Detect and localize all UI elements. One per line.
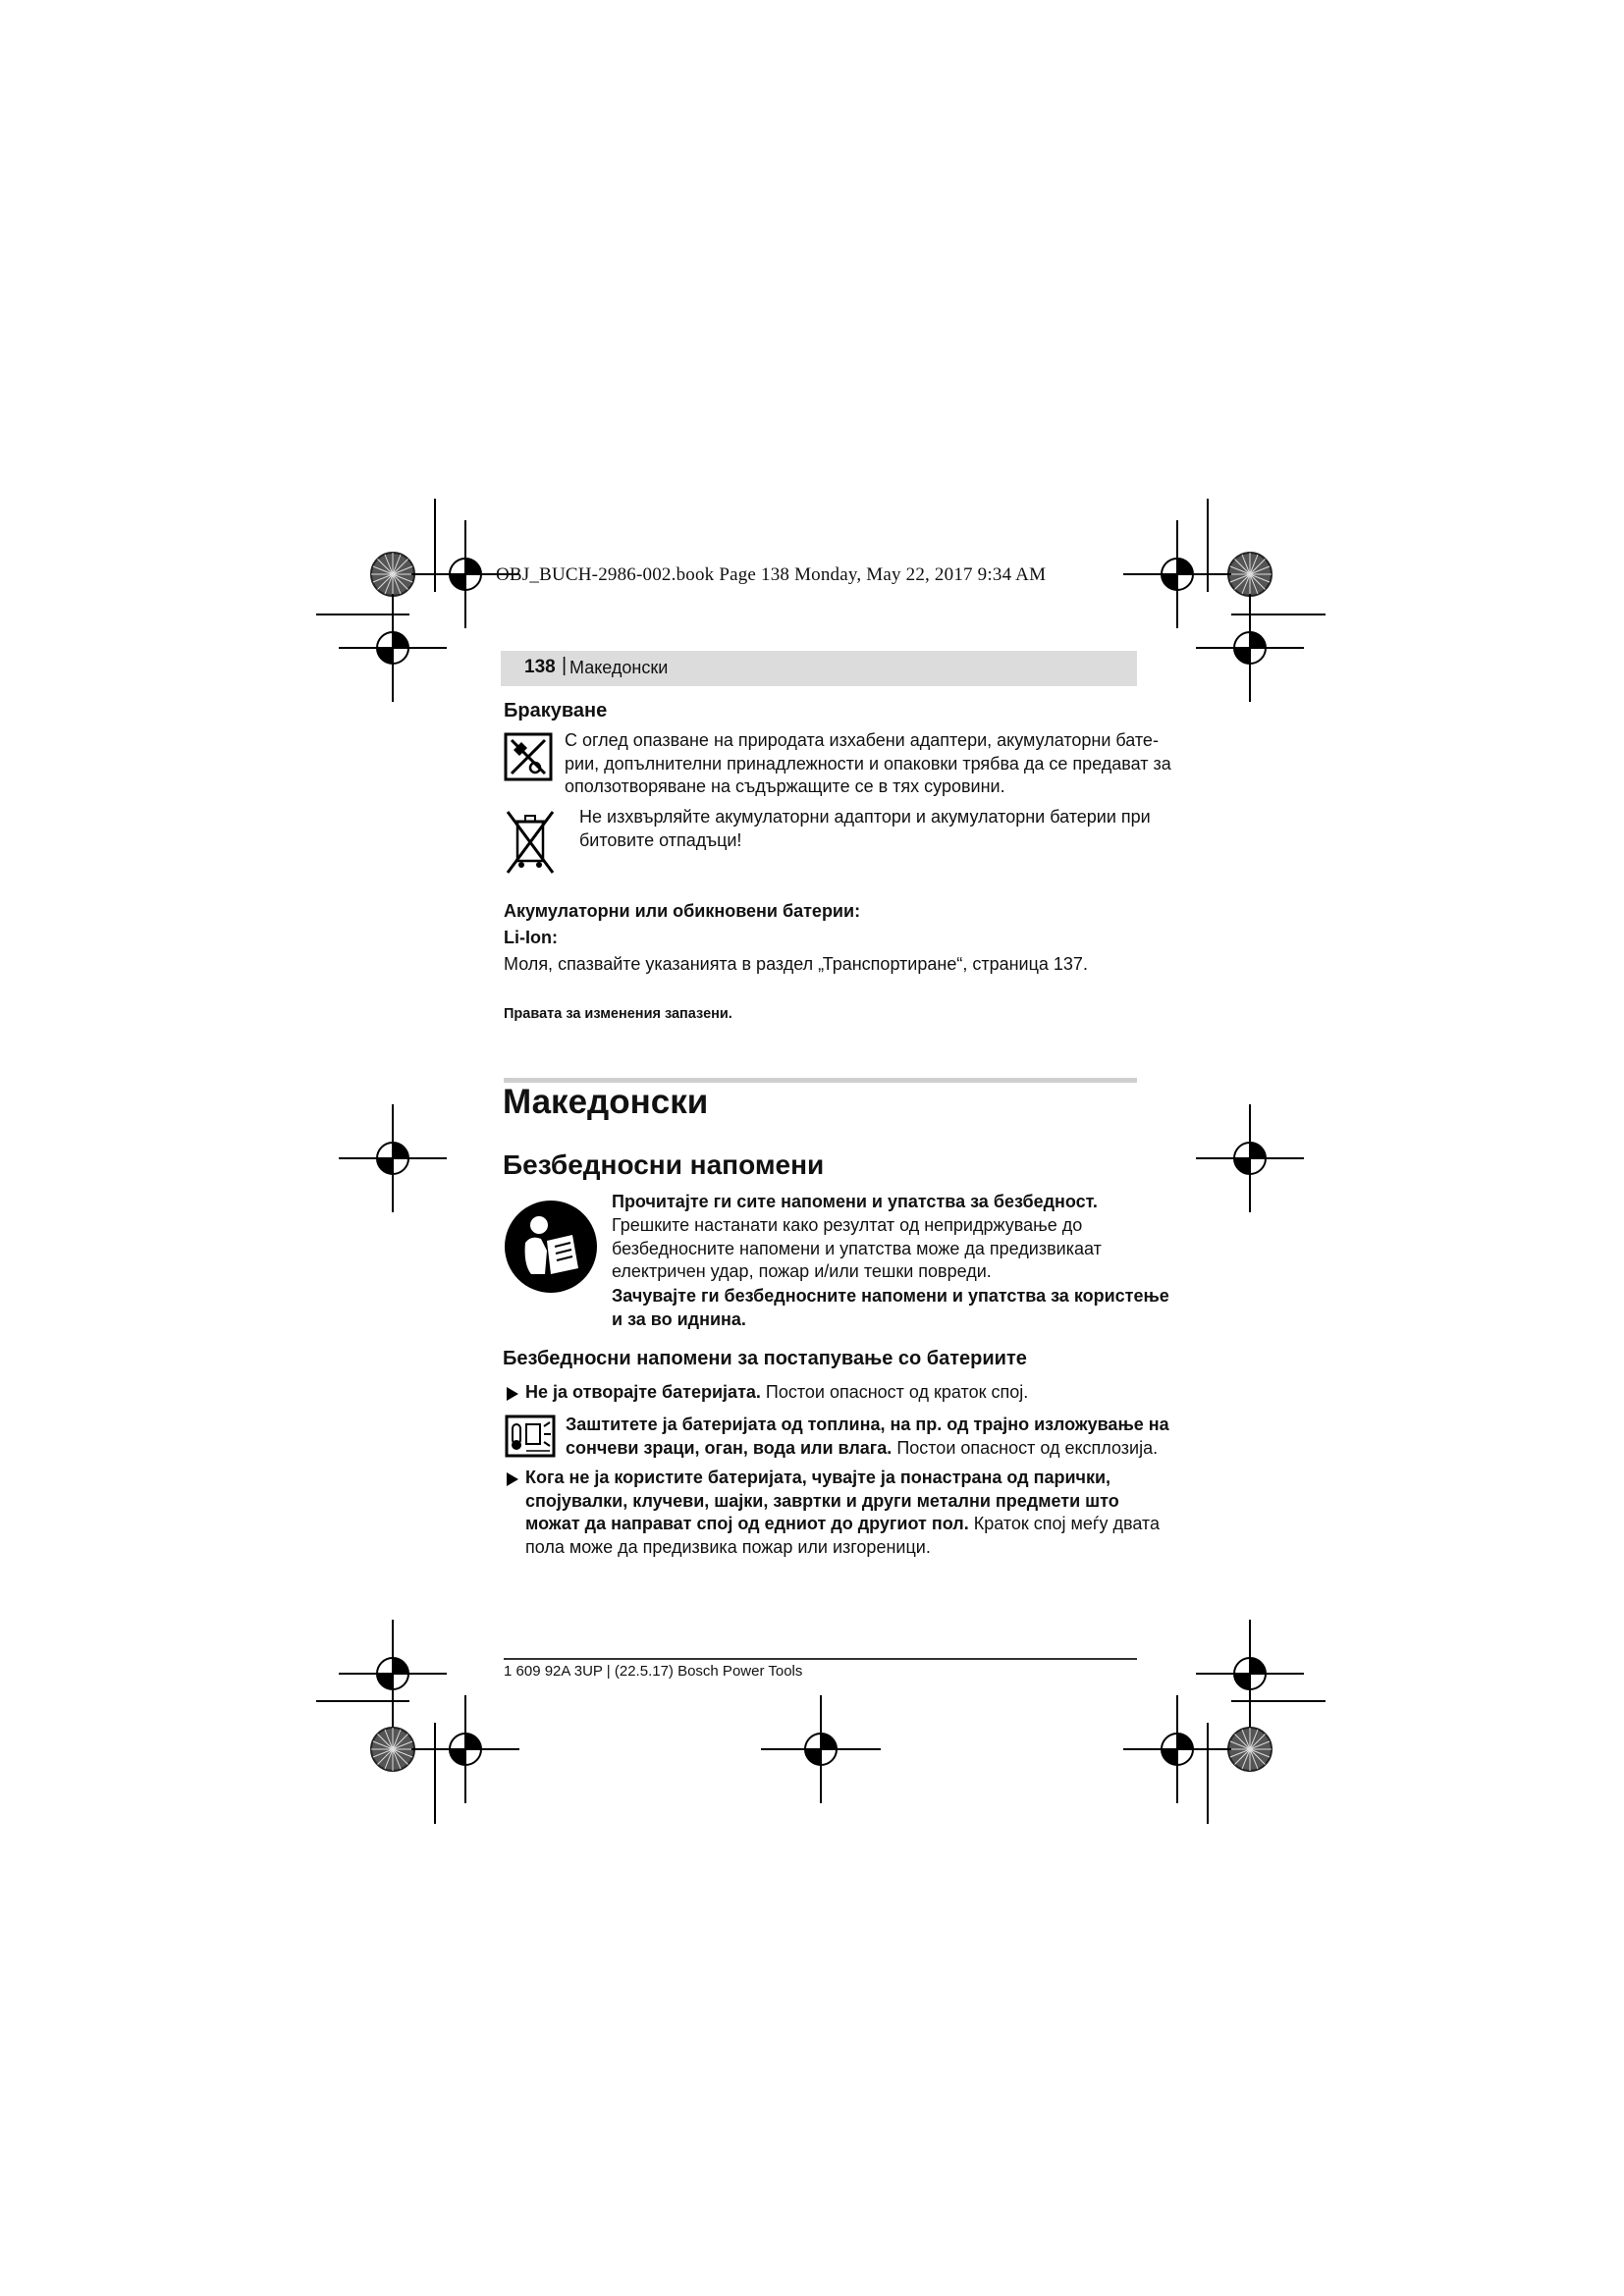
- liion-text: Моля, спазвайте указанията в раздел „Транспортиране“, страница 137.: [504, 954, 1088, 974]
- battery-item-3: Кога не ја користите батеријата, чувајте ја понастрана од парички, спојувалки, клучеви, шајки, завртки и други метални предмети што можат да направат спој од едниот до другиот пол. Краток спој меѓу двата пола може да предизвика пожар или изгореници.: [525, 1468, 1160, 1557]
- read-manual-icon: [504, 1200, 598, 1294]
- page-header-bar: [501, 651, 1137, 686]
- triangle-bullet-icon: [507, 1472, 518, 1486]
- recycle-tools-icon: [504, 732, 553, 781]
- crossed-bin-icon: [505, 808, 556, 879]
- liion-label: Li-Ion:: [504, 928, 558, 947]
- batteries-heading: Акумулаторни или обикновени батерии:: [504, 901, 861, 921]
- footer-rule: [504, 1658, 1137, 1660]
- header-language: Македонски: [569, 658, 669, 677]
- read-all-instructions: Прочитајте ги сите напомени и упатства за безбедност.: [612, 1192, 1098, 1211]
- keep-instructions: Зачувајте ги безбедносните напомени и упатства за користење и за во иднина.: [612, 1286, 1169, 1329]
- header-separator: |: [562, 655, 568, 676]
- battery-item-1: Не ја отворајте батеријата. Постои опасност од краток спој.: [525, 1382, 1029, 1402]
- safety-heading: Безбедносни напомени: [503, 1149, 825, 1180]
- footer-text: 1 609 92A 3UP | (22.5.17) Bosch Power Tools: [504, 1663, 803, 1680]
- section-title: Македонски: [503, 1083, 709, 1121]
- battery-item-2: Заштитете ја батеријата од топлина, на пр. од трајно изложување на сончеви зраци, оган, вода или влага. Постои опасност од експлозија.: [566, 1415, 1169, 1458]
- read-consequences-text: Грешките настанати како резултат од непридржување до безбедносните напомени и упатства може да предизвикаат електричен удар, пожар и/или тешки повреди.: [612, 1215, 1102, 1281]
- page-number: 138: [524, 657, 556, 677]
- rights-reserved: Правата за изменения запазени.: [504, 1006, 732, 1022]
- print-job-header: OBJ_BUCH-2986-002.book Page 138 Monday, May 22, 2017 9:34 AM: [496, 564, 1047, 585]
- disposal-paragraph-2: Не изхвърляйте акумулаторни адаптори и акумулаторни батерии при битовите отпадъци!: [579, 807, 1151, 850]
- heat-protect-icon: [505, 1415, 556, 1458]
- triangle-bullet-icon: [507, 1387, 518, 1401]
- disposal-paragraph-1: С оглед опазване на природата изхабени адаптери, акумулаторни бате- рии, допълнителни принадлежности и опаковки трябва да се предават за оползотворяване на съдържащите се в тях суровини.: [565, 730, 1171, 796]
- disposal-heading: Бракуване: [504, 700, 608, 721]
- battery-safety-heading: Безбедносни напомени за постапување со батериите: [503, 1348, 1027, 1369]
